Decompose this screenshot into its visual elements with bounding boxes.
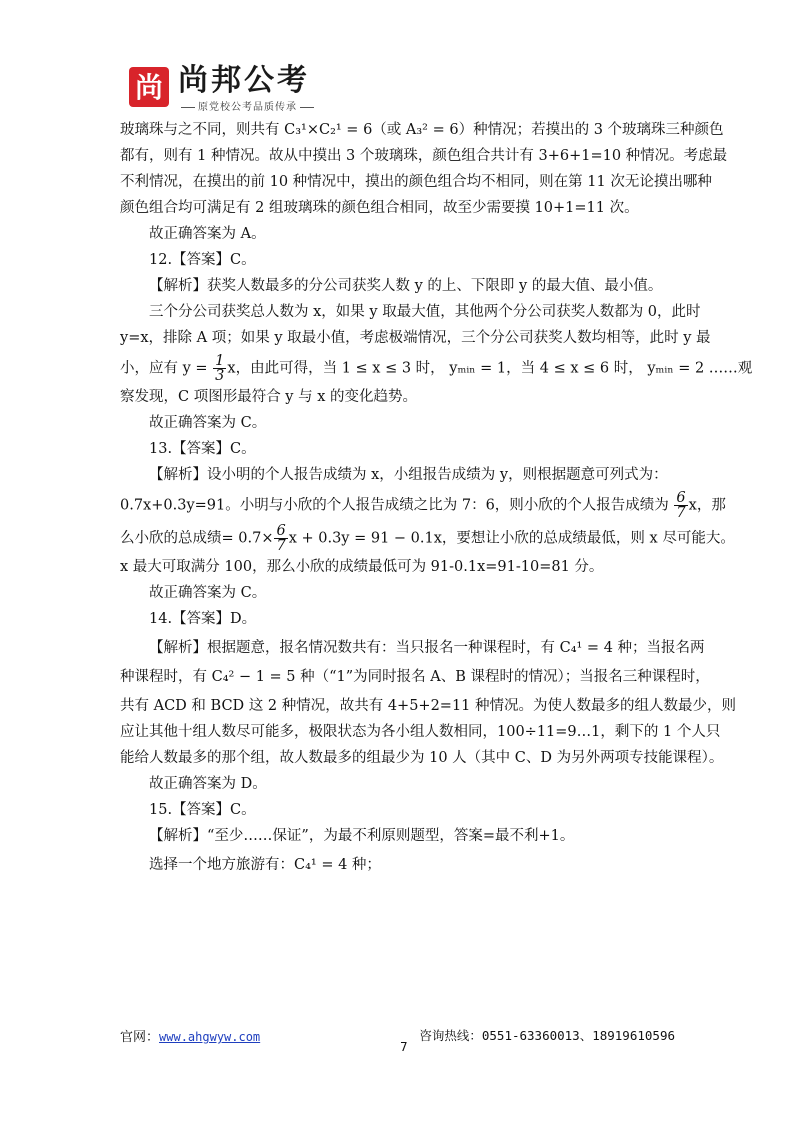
- page-number: 7: [400, 1040, 408, 1054]
- question-answer-heading: 13.【答案】C。: [149, 441, 256, 457]
- fraction-numerator: 1: [215, 353, 225, 369]
- paragraph-line: 种课程时，有 C₄² − 1 = 5 种（“1”为同时报名 A、B 课程时的情况）；当报名三种课程时，: [120, 669, 710, 685]
- fraction-denominator: 7: [276, 538, 286, 554]
- page-footer: [120, 1026, 675, 1048]
- hotline-text: 咨询热线：0551-63360013、18919610596: [419, 1028, 675, 1043]
- question-answer-heading: 14.【答案】D。: [149, 611, 257, 627]
- question-answer-heading: 12.【答案】C。: [149, 252, 256, 268]
- paragraph-line: y=x，排除 A 项；如果 y 取最小值，考虑极端情况，三个分公司获奖人数均相等，此时 y 最: [120, 330, 711, 346]
- fraction-denominator: 7: [676, 505, 686, 521]
- paragraph-line: 颜色组合均可满足有 2 组玻璃珠的颜色组合相同，故至少需要摸 10+1=11 次。: [120, 200, 639, 216]
- tagline-dash-left: [181, 107, 195, 108]
- paragraph-line: 共有 ACD 和 BCD 这 2 种情况，故共有 4+5+2=11 种情况。为使人数最多的组人数最少，则: [120, 698, 737, 714]
- paragraph-line: 不利情况，在摸出的前 10 种情况中，摸出的颜色组合均不相同，则在第 11 次无论摸出哪种: [120, 174, 712, 190]
- formula-line: [120, 490, 726, 521]
- paragraph-line: x 最大可取满分 100，那么小欣的成绩最低可为 91-0.1x=91-10=81 分。: [120, 559, 604, 575]
- analysis-line: 【解析】获奖人数最多的分公司获奖人数 y 的上、下限即 y 的最大值、最小值。: [149, 278, 663, 294]
- tagline-dash-right: [300, 107, 314, 108]
- formula-text: x + 0.3y = 91 − 0.1x，要想让小欣的总成绩最低，则 x 尽可能大。: [288, 530, 735, 547]
- fraction-numerator: 6: [276, 523, 286, 539]
- answer-line: 故正确答案为 C。: [149, 585, 267, 601]
- brand-name: 尚邦公考: [178, 63, 310, 98]
- paragraph-line: 玻璃珠与之不同，则共有 C₃¹×C₂¹ = 6（或 A₃² = 6）种情况；若摸出的 3 个玻璃珠三种颜色: [120, 122, 724, 138]
- formula-text: x，那: [688, 497, 726, 514]
- website-label-text: 官网：: [120, 1030, 160, 1045]
- brand-logo: [128, 63, 328, 113]
- question-answer-heading: 15.【答案】C。: [149, 802, 256, 818]
- formula-text: 0.7x+0.3y=91。小明与小欣的个人报告成绩之比为 7：6，则小欣的个人报告成绩为: [120, 497, 674, 514]
- paragraph-line: 选择一个地方旅游有：C₄¹ = 4 种；: [149, 857, 381, 873]
- paragraph-line: 三个分公司获奖总人数为 x，如果 y 取最大值，其他两个分公司获奖人数都为 0，此时: [149, 304, 701, 320]
- formula-line: [120, 523, 735, 554]
- website-link[interactable]: www.ahgwyw.com: [159, 1030, 261, 1044]
- fraction-numerator: 6: [676, 490, 686, 506]
- answer-line: 故正确答案为 D。: [149, 776, 267, 792]
- paragraph-line: 察发现，C 项图形最符合 y 与 x 的变化趋势。: [120, 389, 418, 405]
- analysis-line: 【解析】设小明的个人报告成绩为 x，小组报告成绩为 y，则根据题意可列式为：: [149, 467, 668, 483]
- formula-text: x，由此可得，当 1 ≤ x ≤ 3 时， yₘᵢₙ = 1，当 4 ≤ x ≤ 6 时， yₘᵢₙ = 2 ……观: [227, 360, 753, 377]
- paragraph-line: 应让其他十组人数尽可能多，极限状态为各小组人数相同，100÷11=9…1，剩下的 1 个人只: [120, 724, 721, 740]
- answer-line: 故正确答案为 A。: [149, 226, 266, 242]
- fraction: [674, 491, 687, 520]
- document-body: [120, 120, 753, 881]
- fraction: [274, 524, 287, 553]
- formula-text: 么小欣的总成绩= 0.7×: [120, 530, 274, 547]
- answer-line: 故正确答案为 C。: [149, 415, 267, 431]
- paragraph-line: 能给人数最多的那个组，故人数最多的组最少为 10 人（其中 C、D 为另外两项专技能课程）。: [120, 750, 724, 766]
- brand-tagline: [178, 98, 317, 113]
- fraction: [213, 354, 226, 383]
- paragraph-line: 都有，则有 1 种情况。故从中摸出 3 个玻璃珠，颜色组合共计有 3+6+1=10 种情况。考虑最: [120, 148, 728, 164]
- tagline-text: 原党校公考品质传承: [198, 102, 297, 113]
- formula-text: 小，应有 y =: [120, 360, 213, 377]
- website-label: [120, 1026, 260, 1045]
- brand-mark-icon: [128, 66, 170, 108]
- formula-line: [120, 353, 753, 384]
- analysis-line: 【解析】根据题意，报名情况数共有：当只报名一种课程时，有 C₄¹ = 4 种；当报名两: [149, 640, 705, 656]
- svg-text:尚: 尚: [134, 71, 164, 104]
- fraction-denominator: 3: [215, 368, 225, 384]
- analysis-line: 【解析】“至少……保证”，为最不利原则题型，答案=最不利+1。: [149, 828, 575, 844]
